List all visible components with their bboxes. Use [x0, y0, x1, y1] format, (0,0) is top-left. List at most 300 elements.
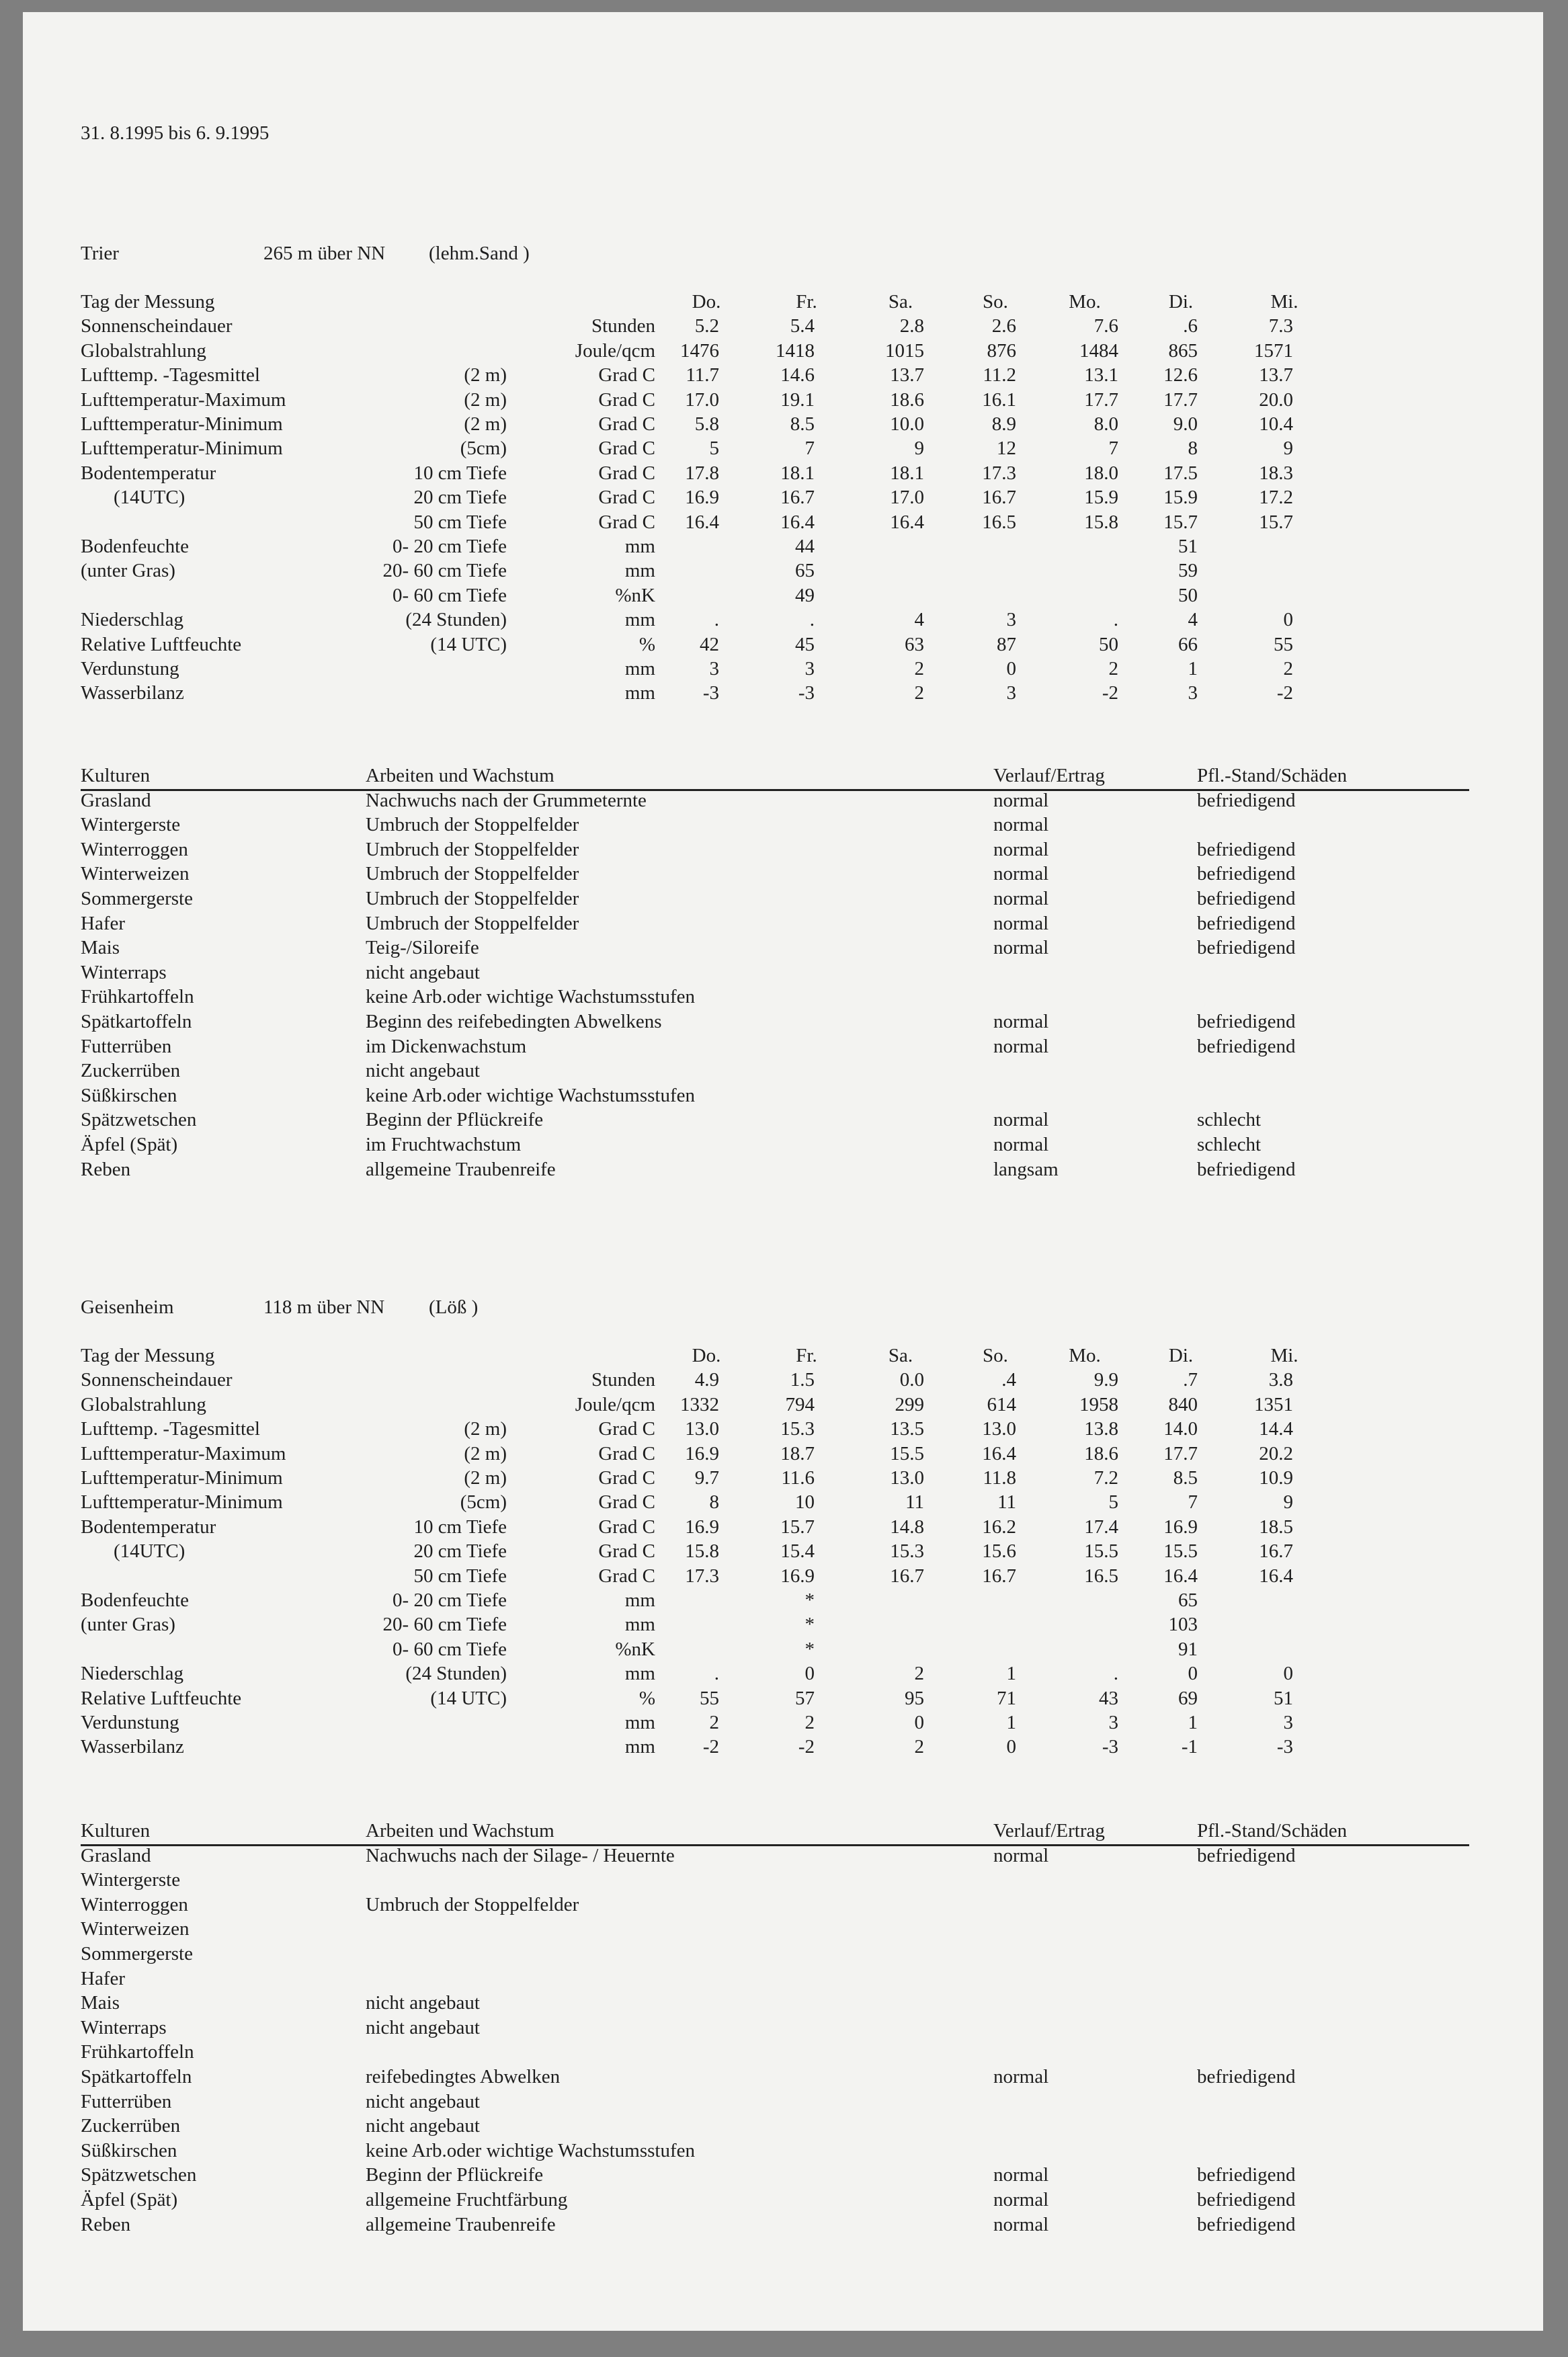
row-unit: Grad C: [598, 364, 655, 386]
data-cell: 14.6: [780, 364, 815, 386]
data-cell: 15.5: [1084, 1540, 1118, 1563]
data-cell: 7: [1188, 1491, 1198, 1514]
data-cell: 16.4: [890, 511, 924, 533]
row-unit: Grad C: [598, 1491, 655, 1514]
data-cell: 1476: [680, 339, 719, 362]
data-cell: 18.1: [890, 462, 924, 484]
data-cell: 16.7: [982, 487, 1016, 509]
row-label: Lufttemperatur-Maximum: [81, 1442, 286, 1464]
crop-name: Spätzwetschen: [81, 2164, 197, 2186]
data-cell: 103: [1168, 1614, 1198, 1636]
day-header: Sa.: [888, 291, 913, 313]
row-label: Relative Luftfeuchte: [81, 633, 242, 655]
data-cell: 0: [1283, 609, 1293, 631]
row-unit: mm: [624, 536, 655, 557]
data-cell: 16.4: [1259, 1565, 1293, 1587]
data-cell: 0: [1283, 1663, 1293, 1685]
data-cell: 7: [1108, 438, 1118, 460]
data-cell: -3: [798, 682, 815, 704]
row-label: Lufttemperatur-Minimum: [81, 438, 283, 460]
data-cell: 17.2: [1259, 487, 1293, 509]
data-cell: 9: [914, 438, 924, 460]
row-sublabel: (24 Stunden): [405, 1663, 507, 1685]
crop-activity: nicht angebaut: [366, 2016, 480, 2038]
data-cell: .4: [1001, 1369, 1016, 1391]
data-cell: -3: [702, 682, 719, 704]
day-header: Di.: [1168, 1345, 1194, 1366]
data-cell: 13.0: [890, 1467, 924, 1489]
station-soil: (lehm.Sand ): [429, 243, 530, 264]
row-unit: mm: [624, 1663, 655, 1685]
data-cell: 0: [914, 1712, 924, 1733]
measurement-day-label: Tag der Messung: [81, 291, 215, 313]
crop-activity: Nachwuchs nach der Grummeternte: [366, 789, 647, 811]
data-cell: 43: [1099, 1687, 1118, 1709]
data-cell: -2: [1276, 682, 1293, 704]
row-unit: Grad C: [598, 1540, 655, 1563]
row-label: Lufttemperatur-Minimum: [81, 1491, 283, 1514]
data-cell: 0: [1006, 658, 1016, 679]
data-cell: 1418: [776, 339, 815, 362]
row-unit: Grad C: [598, 462, 655, 484]
data-cell: 2: [914, 682, 924, 704]
data-cell: 3: [1283, 1712, 1293, 1733]
data-cell: *: [804, 1589, 815, 1611]
row-label: Wasserbilanz: [81, 1736, 184, 1758]
row-label: Bodentemperatur: [81, 462, 216, 484]
crop-progress: normal: [993, 814, 1049, 836]
data-cell: 2.6: [991, 315, 1016, 337]
data-cell: 18.5: [1259, 1516, 1293, 1538]
data-cell: 95: [905, 1687, 924, 1709]
data-cell: 18.6: [1084, 1442, 1118, 1464]
crop-name: Futterrüben: [81, 2090, 172, 2112]
data-cell: 16.2: [982, 1516, 1016, 1538]
crops-column-header: Verlauf/Ertrag: [993, 1820, 1105, 1842]
crops-column-header: Kulturen: [81, 765, 151, 786]
data-cell: *: [804, 1638, 815, 1660]
row-unit: Stunden: [591, 1369, 655, 1391]
data-cell: 9.7: [694, 1467, 719, 1489]
row-label: Niederschlag: [81, 609, 183, 631]
data-cell: 17.7: [1163, 388, 1198, 411]
data-cell: 8.5: [790, 413, 815, 435]
data-cell: 15.8: [685, 1540, 719, 1563]
data-cell: 16.4: [1163, 1565, 1198, 1587]
day-header: Mi.: [1270, 291, 1298, 313]
row-sublabel: (2 m): [464, 1467, 507, 1489]
crop-progress: normal: [993, 838, 1049, 860]
data-cell: 11.6: [781, 1467, 815, 1489]
data-cell: 16.9: [1163, 1516, 1198, 1538]
data-cell: -2: [798, 1736, 815, 1758]
crop-name: Sommergerste: [81, 1943, 193, 1965]
row-unit: Grad C: [598, 388, 655, 411]
data-cell: 8.5: [1173, 1467, 1198, 1489]
data-cell: 11.7: [686, 364, 719, 386]
row-unit: Grad C: [598, 511, 655, 533]
data-cell: 15.9: [1163, 487, 1198, 509]
row-sublabel: (5cm): [460, 438, 507, 460]
data-cell: 50: [1099, 633, 1118, 655]
row-unit: Joule/qcm: [575, 1393, 655, 1415]
row-label: Niederschlag: [81, 1663, 183, 1685]
row-sublabel: 10 cm Tiefe: [413, 1516, 507, 1538]
crop-activity: Umbruch der Stoppelfelder: [366, 814, 579, 836]
crop-activity: nicht angebaut: [366, 1992, 480, 2014]
row-unit: mm: [624, 560, 655, 582]
data-cell: 50: [1178, 584, 1198, 606]
crop-activity: Umbruch der Stoppelfelder: [366, 838, 579, 860]
row-label: Sonnenscheindauer: [81, 1369, 233, 1391]
station-elevation: 118 m über NN: [263, 1296, 385, 1318]
data-cell: 0: [804, 1663, 815, 1685]
data-cell: 51: [1274, 1687, 1293, 1709]
data-cell: 16.9: [685, 1516, 719, 1538]
data-cell: 12.6: [1163, 364, 1198, 386]
data-cell: 2: [914, 658, 924, 679]
data-cell: 44: [795, 536, 815, 557]
row-sublabel: (24 Stunden): [405, 609, 507, 631]
row-unit: Grad C: [598, 1442, 655, 1464]
data-cell: 8.0: [1094, 413, 1118, 435]
row-label: Verdunstung: [81, 1712, 179, 1733]
data-cell: 11: [905, 1491, 924, 1514]
day-header: Fr.: [796, 291, 817, 313]
row-sublabel: (2 m): [464, 364, 507, 386]
station-soil: (Löß ): [429, 1296, 479, 1318]
data-cell: 65: [1178, 1589, 1198, 1611]
data-cell: 3: [1188, 682, 1198, 704]
data-cell: 2.8: [899, 315, 924, 337]
data-cell: 5.2: [694, 315, 719, 337]
row-label: Sonnenscheindauer: [81, 315, 233, 337]
data-cell: 91: [1178, 1638, 1198, 1660]
data-cell: 18.1: [780, 462, 815, 484]
row-label: Lufttemp. -Tagesmittel: [81, 364, 260, 386]
crop-condition: befriedigend: [1197, 2164, 1296, 2186]
data-cell: 9.0: [1173, 413, 1198, 435]
crop-name: Äpfel (Spät): [81, 1134, 178, 1155]
station-name: Trier: [81, 243, 119, 264]
crop-name: Spätzwetschen: [81, 1109, 197, 1131]
data-cell: 1351: [1254, 1393, 1293, 1415]
crop-activity: Umbruch der Stoppelfelder: [366, 863, 579, 885]
data-cell: 16.9: [685, 1442, 719, 1464]
data-cell: 16.5: [982, 511, 1016, 533]
row-label: Bodenfeuchte: [81, 536, 190, 557]
crop-activity: Nachwuchs nach der Silage- / Heuernte: [366, 1844, 675, 1866]
row-label: Verdunstung: [81, 658, 179, 679]
row-unit: Grad C: [598, 1467, 655, 1489]
data-cell: 14.8: [890, 1516, 924, 1538]
crop-progress: normal: [993, 1035, 1049, 1057]
data-cell: -3: [1102, 1736, 1118, 1758]
data-cell: 865: [1168, 339, 1198, 362]
crop-condition: schlecht: [1197, 1109, 1262, 1131]
crop-name: Grasland: [81, 1844, 151, 1866]
crop-name: Mais: [81, 1992, 120, 2014]
crop-activity: nicht angebaut: [366, 1060, 480, 1082]
crop-name: Winterweizen: [81, 1918, 190, 1940]
data-cell: 13.8: [1084, 1418, 1118, 1440]
crop-activity: reifebedingtes Abwelken: [366, 2066, 561, 2087]
crop-condition: befriedigend: [1197, 838, 1296, 860]
data-cell: 7.3: [1268, 315, 1293, 337]
data-cell: 3.8: [1268, 1369, 1293, 1391]
data-cell: 13.5: [890, 1418, 924, 1440]
data-cell: 16.7: [982, 1565, 1016, 1587]
crop-activity: Beginn der Pflückreife: [366, 2164, 544, 2186]
row-sublabel: 20- 60 cm Tiefe: [382, 1614, 507, 1636]
data-cell: 10: [795, 1491, 815, 1514]
crop-name: Winterraps: [81, 2016, 167, 2038]
row-unit: %: [638, 1687, 655, 1709]
row-unit: %nK: [615, 584, 655, 606]
row-unit: mm: [624, 1589, 655, 1611]
data-cell: 5: [1108, 1491, 1118, 1514]
row-unit: Grad C: [598, 1418, 655, 1440]
data-cell: 12: [997, 438, 1016, 460]
data-cell: 16.1: [982, 388, 1016, 411]
row-sublabel: 0- 60 cm Tiefe: [393, 1638, 507, 1660]
data-cell: -2: [702, 1736, 719, 1758]
data-cell: 17.4: [1084, 1516, 1118, 1538]
row-sublabel: (2 m): [464, 1418, 507, 1440]
crop-activity: keine Arb.oder wichtige Wachstumsstufen: [366, 986, 696, 1008]
crop-activity: allgemeine Traubenreife: [366, 2213, 556, 2235]
data-cell: -2: [1102, 682, 1118, 704]
crop-activity: im Fruchtwachstum: [366, 1134, 522, 1155]
row-sublabel: 0- 60 cm Tiefe: [393, 584, 507, 606]
data-cell: 15.9: [1084, 487, 1118, 509]
crop-condition: befriedigend: [1197, 888, 1296, 909]
crop-activity: keine Arb.oder wichtige Wachstumsstufen: [366, 1084, 696, 1106]
crop-name: Spätkartoffeln: [81, 1011, 192, 1032]
crop-condition: befriedigend: [1197, 2189, 1296, 2210]
crop-activity: Umbruch der Stoppelfelder: [366, 888, 579, 909]
crop-condition: befriedigend: [1197, 2213, 1296, 2235]
data-cell: 4: [1188, 609, 1198, 631]
row-label: (unter Gras): [81, 1614, 175, 1636]
crop-activity: Teig-/Siloreife: [366, 937, 479, 959]
data-cell: .6: [1183, 315, 1198, 337]
document-page: [23, 12, 1543, 2331]
row-sublabel: 20- 60 cm Tiefe: [382, 560, 507, 582]
row-sublabel: (2 m): [464, 413, 507, 435]
data-cell: 69: [1178, 1687, 1198, 1709]
data-cell: 1.5: [790, 1369, 815, 1391]
row-unit: Grad C: [598, 1516, 655, 1538]
row-label: (14UTC): [114, 1540, 185, 1563]
crop-name: Wintergerste: [81, 814, 181, 836]
data-cell: 840: [1168, 1393, 1198, 1415]
crop-name: Süßkirschen: [81, 1084, 177, 1106]
data-cell: 17.0: [685, 388, 719, 411]
data-cell: 15.5: [1163, 1540, 1198, 1563]
crop-progress: normal: [993, 2066, 1049, 2087]
row-unit: mm: [624, 609, 655, 631]
data-cell: 11.8: [983, 1467, 1016, 1489]
crop-progress: normal: [993, 2213, 1049, 2235]
row-label: Globalstrahlung: [81, 339, 206, 362]
row-label: Bodenfeuchte: [81, 1589, 190, 1611]
data-cell: 16.7: [1259, 1540, 1293, 1563]
data-cell: 49: [795, 584, 815, 606]
data-cell: 57: [795, 1687, 815, 1709]
row-label: (unter Gras): [81, 560, 175, 582]
data-cell: 876: [987, 339, 1016, 362]
data-cell: 13.1: [1084, 364, 1118, 386]
data-cell: 1: [1188, 658, 1198, 679]
measurement-day-label: Tag der Messung: [81, 1345, 215, 1366]
data-cell: 59: [1178, 560, 1198, 582]
data-cell: 15.3: [780, 1418, 815, 1440]
data-cell: 9: [1283, 1491, 1293, 1514]
crop-activity: nicht angebaut: [366, 961, 480, 983]
data-cell: 1332: [680, 1393, 719, 1415]
data-cell: 17.7: [1163, 1442, 1198, 1464]
row-unit: Grad C: [598, 438, 655, 460]
crop-name: Wintergerste: [81, 1869, 181, 1891]
data-cell: 1015: [885, 339, 924, 362]
data-cell: 16.7: [890, 1565, 924, 1587]
data-cell: 17.3: [982, 462, 1016, 484]
data-cell: 9: [1283, 438, 1293, 460]
data-cell: .: [714, 609, 719, 631]
crop-activity: allgemeine Fruchtfärbung: [366, 2189, 568, 2210]
data-cell: 16.4: [780, 511, 815, 533]
data-cell: 9.9: [1094, 1369, 1118, 1391]
data-cell: 3: [709, 658, 719, 679]
data-cell: 794: [785, 1393, 815, 1415]
row-label: Lufttemperatur-Maximum: [81, 388, 286, 411]
crop-condition: schlecht: [1197, 1134, 1262, 1155]
day-header: Do.: [692, 291, 721, 313]
crops-column-header: Arbeiten und Wachstum: [366, 1820, 554, 1842]
row-unit: %: [638, 633, 655, 655]
row-unit: Grad C: [598, 487, 655, 509]
data-cell: 16.9: [780, 1565, 815, 1587]
data-cell: 42: [700, 633, 719, 655]
crop-condition: befriedigend: [1197, 912, 1296, 934]
row-label: Relative Luftfeuchte: [81, 1687, 242, 1709]
data-cell: 8.9: [991, 413, 1016, 435]
data-cell: 15.7: [1163, 511, 1198, 533]
data-cell: 614: [987, 1393, 1016, 1415]
data-cell: *: [804, 1614, 815, 1636]
row-label: Lufttemperatur-Minimum: [81, 1467, 283, 1489]
data-cell: 7.6: [1094, 315, 1118, 337]
crop-name: Winterroggen: [81, 838, 188, 860]
data-cell: 1: [1006, 1712, 1016, 1733]
day-header: Sa.: [888, 1345, 913, 1366]
data-cell: .7: [1183, 1369, 1198, 1391]
crop-name: Winterraps: [81, 961, 167, 983]
data-cell: 2: [1283, 658, 1293, 679]
data-cell: 1958: [1079, 1393, 1118, 1415]
data-cell: 5.4: [790, 315, 815, 337]
row-sublabel: (5cm): [460, 1491, 507, 1514]
data-cell: 66: [1178, 633, 1198, 655]
crop-name: Winterweizen: [81, 863, 190, 885]
data-cell: -1: [1181, 1736, 1198, 1758]
crop-progress: normal: [993, 863, 1049, 885]
crop-activity: nicht angebaut: [366, 2115, 480, 2137]
data-cell: 65: [795, 560, 815, 582]
data-cell: 2: [709, 1712, 719, 1733]
data-cell: 11: [997, 1491, 1016, 1514]
crop-progress: normal: [993, 1011, 1049, 1032]
crops-column-header: Verlauf/Ertrag: [993, 765, 1105, 786]
row-unit: mm: [624, 1712, 655, 1733]
crop-name: Mais: [81, 937, 120, 959]
row-unit: mm: [624, 682, 655, 704]
row-label: Bodentemperatur: [81, 1516, 216, 1538]
data-cell: 0: [1188, 1663, 1198, 1685]
crop-name: Futterrüben: [81, 1035, 172, 1057]
crop-name: Frühkartoffeln: [81, 2041, 194, 2063]
data-cell: 2: [914, 1736, 924, 1758]
row-label: Lufttemp. -Tagesmittel: [81, 1418, 260, 1440]
day-header: So.: [983, 291, 1008, 313]
crop-activity: keine Arb.oder wichtige Wachstumsstufen: [366, 2139, 696, 2161]
crop-progress: normal: [993, 888, 1049, 909]
data-cell: 11.2: [983, 364, 1016, 386]
row-sublabel: 10 cm Tiefe: [413, 462, 507, 484]
row-label: Globalstrahlung: [81, 1393, 206, 1415]
row-sublabel: 0- 20 cm Tiefe: [393, 1589, 507, 1611]
crop-activity: Beginn der Pflückreife: [366, 1109, 544, 1131]
crop-name: Reben: [81, 1158, 131, 1180]
data-cell: 10.4: [1259, 413, 1293, 435]
data-cell: 16.7: [780, 487, 815, 509]
crop-name: Süßkirschen: [81, 2139, 177, 2161]
data-cell: 2: [1108, 658, 1118, 679]
crops-column-header: Pfl.-Stand/Schäden: [1197, 765, 1348, 786]
data-cell: 63: [905, 633, 924, 655]
data-cell: 15.6: [982, 1540, 1016, 1563]
row-label: Wasserbilanz: [81, 682, 184, 704]
crop-condition: befriedigend: [1197, 937, 1296, 959]
row-sublabel: 20 cm Tiefe: [413, 487, 507, 509]
data-cell: 16.9: [685, 487, 719, 509]
row-unit: mm: [624, 1614, 655, 1636]
data-cell: 15.7: [1259, 511, 1293, 533]
data-cell: 14.4: [1259, 1418, 1293, 1440]
data-cell: 3: [1108, 1712, 1118, 1733]
row-sublabel: 20 cm Tiefe: [413, 1540, 507, 1563]
data-cell: 3: [804, 658, 815, 679]
crop-activity: im Dickenwachstum: [366, 1035, 527, 1057]
data-cell: 2: [914, 1663, 924, 1685]
data-cell: 1484: [1079, 339, 1118, 362]
data-cell: 1571: [1254, 339, 1293, 362]
data-cell: .: [1113, 1663, 1118, 1685]
data-cell: 17.0: [890, 487, 924, 509]
data-cell: 4.9: [694, 1369, 719, 1391]
day-header: Di.: [1168, 291, 1194, 313]
data-cell: 13.0: [982, 1418, 1016, 1440]
row-sublabel: (2 m): [464, 388, 507, 411]
station-elevation: 265 m über NN: [263, 243, 386, 264]
data-cell: 10.0: [890, 413, 924, 435]
data-cell: 16.5: [1084, 1565, 1118, 1587]
data-cell: 3: [1006, 609, 1016, 631]
crop-progress: normal: [993, 1109, 1049, 1131]
data-cell: 13.0: [685, 1418, 719, 1440]
crop-activity: nicht angebaut: [366, 2090, 480, 2112]
